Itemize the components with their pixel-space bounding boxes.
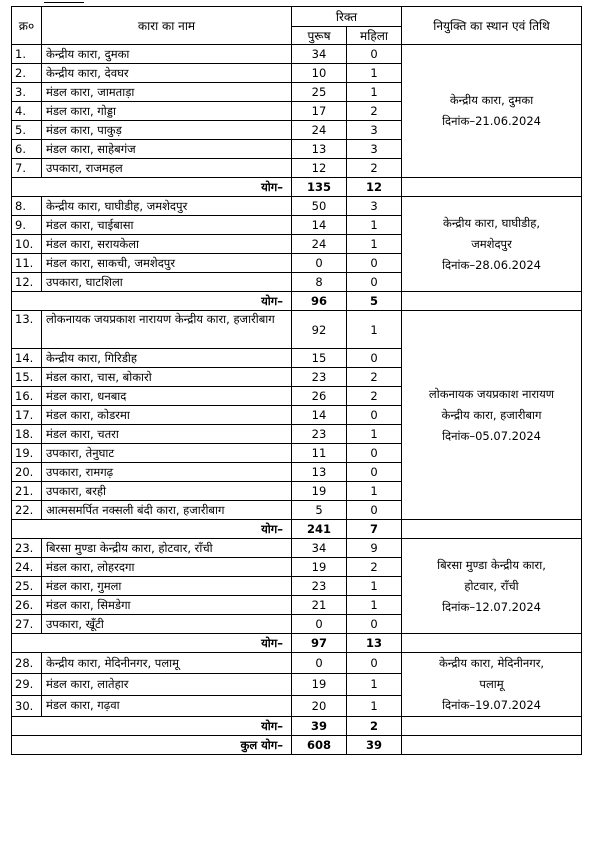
subtotal-male: 97 xyxy=(292,634,347,653)
row-male-vacancy: 21 xyxy=(292,596,347,615)
row-jail-name: मंडल कारा, चास, बोकारो xyxy=(42,368,292,387)
row-jail-name: मंडल कारा, धनबाद xyxy=(42,387,292,406)
table-row xyxy=(12,311,582,349)
row-female-vacancy: 1 xyxy=(347,577,402,596)
row-sno: 21. xyxy=(12,482,42,501)
row-jail-name: मंडल कारा, गढ़वा xyxy=(42,695,292,716)
row-female-vacancy: 0 xyxy=(347,615,402,634)
grand-total-empty-cell xyxy=(402,736,582,755)
row-sno: 28. xyxy=(12,653,42,674)
subtotal-label: योग– xyxy=(12,178,292,197)
place-date-line: जमशेदपुर xyxy=(471,236,512,251)
row-sno: 1. xyxy=(12,45,42,64)
row-sno: 3. xyxy=(12,83,42,102)
row-sno: 30. xyxy=(12,695,42,716)
table-header xyxy=(12,7,582,45)
row-jail-name: केन्द्रीय कारा, मेदिनीनगर, पलामू xyxy=(42,653,292,674)
row-jail-name: उपकारा, राजमहल xyxy=(42,159,292,178)
row-jail-name: केन्द्रीय कारा, गिरिडीह xyxy=(42,349,292,368)
place-date-cell xyxy=(402,311,582,520)
place-date-line: केन्द्रीय कारा, मेदिनीनगर, xyxy=(438,656,545,670)
row-jail-name: मंडल कारा, सिमडेगा xyxy=(42,596,292,615)
row-male-vacancy: 34 xyxy=(292,45,347,64)
table-row xyxy=(12,45,582,64)
row-male-vacancy: 24 xyxy=(292,235,347,254)
subtotal-label: योग– xyxy=(12,520,292,539)
row-sno: 14. xyxy=(12,349,42,368)
place-date-line: केन्द्रीय कारा, घाघीडीह, xyxy=(442,215,541,230)
row-male-vacancy: 13 xyxy=(292,140,347,159)
row-jail-name: बिरसा मुण्डा केन्द्रीय कारा, होटवार, राँची xyxy=(42,539,292,558)
row-female-vacancy: 2 xyxy=(347,387,402,406)
place-date-line: बिरसा मुण्डा केन्द्रीय कारा, xyxy=(437,557,546,572)
row-female-vacancy: 0 xyxy=(347,254,402,273)
row-female-vacancy: 1 xyxy=(347,83,402,102)
row-female-vacancy: 1 xyxy=(347,216,402,235)
row-sno: 2. xyxy=(12,64,42,83)
row-sno: 19. xyxy=(12,444,42,463)
row-female-vacancy: 1 xyxy=(347,695,402,716)
row-female-vacancy: 3 xyxy=(347,140,402,159)
place-date-line: पलामू xyxy=(479,677,504,691)
subtotal-female: 12 xyxy=(347,178,402,197)
subtotal-male: 96 xyxy=(292,292,347,311)
subtotal-label: योग– xyxy=(12,717,292,736)
row-jail-name: मंडल कारा, लोहरदगा xyxy=(42,558,292,577)
subtotal-row xyxy=(12,520,582,539)
row-female-vacancy: 9 xyxy=(347,539,402,558)
row-male-vacancy: 15 xyxy=(292,349,347,368)
row-jail-name: मंडल कारा, लातेहार xyxy=(42,674,292,695)
row-male-vacancy: 34 xyxy=(292,539,347,558)
row-sno: 17. xyxy=(12,406,42,425)
row-male-vacancy: 0 xyxy=(292,653,347,674)
subtotal-empty-cell xyxy=(402,178,582,197)
row-female-vacancy: 2 xyxy=(347,368,402,387)
row-female-vacancy: 0 xyxy=(347,349,402,368)
row-jail-name: मंडल कारा, साकची, जमशेदपुर xyxy=(42,254,292,273)
row-jail-name: मंडल कारा, पाकुड़ xyxy=(42,121,292,140)
row-jail-name: केन्द्रीय कारा, घाघीडीह, जमशेदपुर xyxy=(42,197,292,216)
row-sno: 15. xyxy=(12,368,42,387)
row-male-vacancy: 8 xyxy=(292,273,347,292)
row-sno: 18. xyxy=(12,425,42,444)
vacancy-table xyxy=(11,6,582,755)
row-jail-name: मंडल कारा, कोडरमा xyxy=(42,406,292,425)
row-sno: 9. xyxy=(12,216,42,235)
subtotal-row xyxy=(12,178,582,197)
row-female-vacancy: 2 xyxy=(347,102,402,121)
header-female: महिला xyxy=(347,27,402,45)
row-male-vacancy: 24 xyxy=(292,121,347,140)
row-sno: 26. xyxy=(12,596,42,615)
subtotal-female: 5 xyxy=(347,292,402,311)
row-jail-name: मंडल कारा, चतरा xyxy=(42,425,292,444)
row-male-vacancy: 17 xyxy=(292,102,347,121)
row-male-vacancy: 19 xyxy=(292,558,347,577)
grand-total-row xyxy=(12,736,582,755)
subtotal-row xyxy=(12,634,582,653)
row-male-vacancy: 12 xyxy=(292,159,347,178)
row-male-vacancy: 23 xyxy=(292,368,347,387)
row-sno: 7. xyxy=(12,159,42,178)
place-date-line: होटवार, राँची xyxy=(464,578,519,593)
row-jail-name: केन्द्रीय कारा, देवघर xyxy=(42,64,292,83)
row-sno: 8. xyxy=(12,197,42,216)
row-male-vacancy: 11 xyxy=(292,444,347,463)
row-female-vacancy: 1 xyxy=(347,235,402,254)
subtotal-female: 2 xyxy=(347,717,402,736)
row-female-vacancy: 1 xyxy=(347,311,402,349)
subtotal-label: योग– xyxy=(12,634,292,653)
row-jail-name: उपकारा, रामगढ़ xyxy=(42,463,292,482)
row-jail-name: उपकारा, तेनुघाट xyxy=(42,444,292,463)
header-jail-name: कारा का नाम xyxy=(42,7,292,45)
subtotal-row xyxy=(12,717,582,736)
row-sno: 4. xyxy=(12,102,42,121)
row-sno: 24. xyxy=(12,558,42,577)
row-jail-name: मंडल कारा, जामताड़ा xyxy=(42,83,292,102)
place-date-line: केन्द्रीय कारा, दुमका xyxy=(449,93,534,107)
subtotal-male: 135 xyxy=(292,178,347,197)
row-female-vacancy: 1 xyxy=(347,425,402,444)
row-female-vacancy: 0 xyxy=(347,463,402,482)
row-sno: 16. xyxy=(12,387,42,406)
grand-total-male: 608 xyxy=(292,736,347,755)
table-body xyxy=(12,45,582,755)
row-sno: 25. xyxy=(12,577,42,596)
row-male-vacancy: 5 xyxy=(292,501,347,520)
place-date-cell xyxy=(402,653,582,717)
row-jail-name: मंडल कारा, सरायकेला xyxy=(42,235,292,254)
place-date-line: दिनांक–21.06.2024 xyxy=(442,114,541,128)
row-sno: 22. xyxy=(12,501,42,520)
row-female-vacancy: 1 xyxy=(347,596,402,615)
row-male-vacancy: 19 xyxy=(292,482,347,501)
place-date-cell xyxy=(402,45,582,178)
row-female-vacancy: 3 xyxy=(347,121,402,140)
row-male-vacancy: 23 xyxy=(292,425,347,444)
row-female-vacancy: 2 xyxy=(347,159,402,178)
place-date-cell xyxy=(402,197,582,292)
row-male-vacancy: 20 xyxy=(292,695,347,716)
place-date-line: दिनांक–28.06.2024 xyxy=(442,257,541,272)
row-female-vacancy: 0 xyxy=(347,273,402,292)
row-jail-name: उपकारा, बरही xyxy=(42,482,292,501)
row-female-vacancy: 1 xyxy=(347,64,402,83)
grand-total-label: कुल योग– xyxy=(12,736,292,755)
row-male-vacancy: 19 xyxy=(292,674,347,695)
place-date-line: दिनांक–19.07.2024 xyxy=(442,698,541,712)
row-jail-name: मंडल कारा, चाईबासा xyxy=(42,216,292,235)
header-place-date: नियुक्ति का स्थान एवं तिथि xyxy=(402,7,582,45)
row-jail-name: उपकारा, घाटशिला xyxy=(42,273,292,292)
table-row xyxy=(12,653,582,674)
row-male-vacancy: 50 xyxy=(292,197,347,216)
row-female-vacancy: 3 xyxy=(347,197,402,216)
row-female-vacancy: 0 xyxy=(347,444,402,463)
row-female-vacancy: 0 xyxy=(347,406,402,425)
row-male-vacancy: 92 xyxy=(292,311,347,349)
row-male-vacancy: 0 xyxy=(292,254,347,273)
subtotal-female: 7 xyxy=(347,520,402,539)
row-female-vacancy: 1 xyxy=(347,674,402,695)
row-jail-name: मंडल कारा, गोड्डा xyxy=(42,102,292,121)
row-male-vacancy: 26 xyxy=(292,387,347,406)
subtotal-empty-cell xyxy=(402,292,582,311)
row-jail-name: मंडल कारा, साहेबगंज xyxy=(42,140,292,159)
row-female-vacancy: 0 xyxy=(347,653,402,674)
subtotal-label: योग– xyxy=(12,292,292,311)
place-date-cell xyxy=(402,539,582,634)
row-male-vacancy: 25 xyxy=(292,83,347,102)
header-sno: क्र० xyxy=(12,7,42,45)
row-male-vacancy: 23 xyxy=(292,577,347,596)
row-sno: 11. xyxy=(12,254,42,273)
row-sno: 10. xyxy=(12,235,42,254)
row-sno: 6. xyxy=(12,140,42,159)
subtotal-empty-cell xyxy=(402,717,582,736)
row-jail-name: लोकनायक जयप्रकाश नारायण केन्द्रीय कारा, हजारीबाग xyxy=(42,311,292,349)
row-jail-name: आत्मसमर्पित नक्सली बंदी कारा, हजारीबाग xyxy=(42,501,292,520)
header-male: पुरूष xyxy=(292,27,347,45)
row-female-vacancy: 2 xyxy=(347,558,402,577)
row-jail-name: उपकारा, खूँटी xyxy=(42,615,292,634)
row-male-vacancy: 14 xyxy=(292,216,347,235)
header-vacancy: रिक्त xyxy=(292,7,402,27)
place-date-line: लोकनायक जयप्रकाश नारायण xyxy=(428,386,555,401)
subtotal-empty-cell xyxy=(402,634,582,653)
row-sno: 27. xyxy=(12,615,42,634)
place-date-line: दिनांक–12.07.2024 xyxy=(442,599,541,614)
row-female-vacancy: 0 xyxy=(347,501,402,520)
grand-total-female: 39 xyxy=(347,736,402,755)
row-female-vacancy: 1 xyxy=(347,482,402,501)
subtotal-empty-cell xyxy=(402,520,582,539)
row-female-vacancy: 0 xyxy=(347,45,402,64)
row-jail-name: केन्द्रीय कारा, दुमका xyxy=(42,45,292,64)
row-jail-name: मंडल कारा, गुमला xyxy=(42,577,292,596)
subtotal-female: 13 xyxy=(347,634,402,653)
cropped-text-fragment xyxy=(44,0,104,4)
subtotal-male: 241 xyxy=(292,520,347,539)
row-sno: 12. xyxy=(12,273,42,292)
row-male-vacancy: 14 xyxy=(292,406,347,425)
row-male-vacancy: 10 xyxy=(292,64,347,83)
row-sno: 23. xyxy=(12,539,42,558)
subtotal-row xyxy=(12,292,582,311)
row-male-vacancy: 13 xyxy=(292,463,347,482)
row-sno: 29. xyxy=(12,674,42,695)
table-row xyxy=(12,539,582,558)
subtotal-male: 39 xyxy=(292,717,347,736)
table-row xyxy=(12,197,582,216)
place-date-line: दिनांक–05.07.2024 xyxy=(442,428,541,443)
place-date-line: केन्द्रीय कारा, हजारीबाग xyxy=(441,407,542,422)
row-sno: 20. xyxy=(12,463,42,482)
row-sno: 13. xyxy=(12,311,42,349)
row-male-vacancy: 0 xyxy=(292,615,347,634)
row-sno: 5. xyxy=(12,121,42,140)
